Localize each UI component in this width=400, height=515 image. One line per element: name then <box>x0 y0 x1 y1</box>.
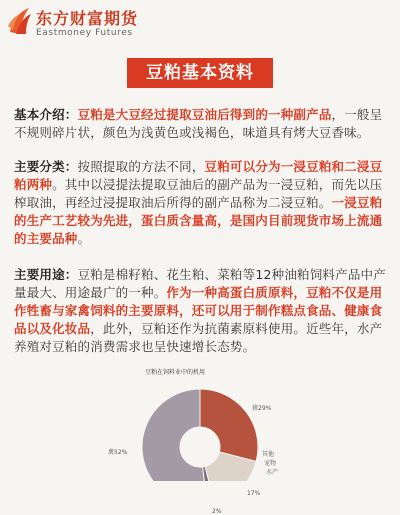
classification-highlight-1: 豆粕可以分为一浸豆粕和二浸豆粕两种 <box>14 159 383 192</box>
intro-paragraph <box>14 106 388 142</box>
pie-legend-label: 水产 <box>266 469 279 476</box>
pie-chart <box>0 357 400 515</box>
intro-highlight: 豆粕是大豆经过提取豆油后得到的一种副产品 <box>77 107 332 122</box>
pie-slice <box>142 389 207 481</box>
usage-highlight: 作为一种高蛋白质原料，豆粕不仅是用作牲畜与家禽饲料的主要原料，还可以用于制作糕点食品、健康食品以及化妆品 <box>14 285 383 336</box>
classification-paragraph <box>14 158 388 248</box>
classification-text-2: 。其中以浸提法提取豆油后的副产品为一浸豆粕，而先以压榨取油，再经过浸提取油后所得的副产品称为二浸豆粕。 <box>14 177 383 210</box>
usage-label: 主要用途： <box>14 267 78 282</box>
classification-label: 主要分类： <box>14 159 78 174</box>
usage-text-1: 豆粕是棉籽粕、花生粕、菜粕等12种油粕饲料产品中产量最大、用途最广的一种。 <box>14 267 386 300</box>
logo-icon <box>7 6 33 36</box>
intro-label: 基本介绍： <box>14 107 78 122</box>
classification-highlight-2: 一浸豆粕的生产工艺较为先进，蛋白质含量高，是国内目前现货市场上流通的主要品种 <box>14 195 383 246</box>
pie-slice <box>200 389 258 461</box>
pie-slice-label: 禽52% <box>108 449 128 456</box>
brand-name: 东方财富期货 <box>36 9 139 28</box>
intro-text: ，一般呈不规则碎片状，颜色为浅黄色或浅褐色，味道具有烤大豆香味。 <box>14 107 383 140</box>
brand-name-en: Eastmoney Futures <box>36 28 133 38</box>
pie-legend-label: 其他 <box>262 451 275 458</box>
pie-slice-label: 2% <box>212 508 222 515</box>
classification-text-3: 。 <box>77 231 91 246</box>
pie-slice-label: 猪29% <box>252 405 272 412</box>
pie-slice-label: 17% <box>247 490 261 497</box>
chart-title: 豆粕在饲料业中的机用 <box>145 369 206 376</box>
page-title: 豆粕基本资料 <box>127 58 273 88</box>
header <box>0 0 400 48</box>
usage-text-2: ，此外，豆粕还作为抗菌素原料使用。近些年，水产养殖对豆粕的消费需求也呈快速增长态势。 <box>14 321 383 354</box>
classification-text-1: 按照提取的方法不同， <box>77 159 205 174</box>
pie-legend-label: 宠物 <box>264 460 277 467</box>
usage-paragraph <box>14 266 388 356</box>
pie-chart-svg <box>0 357 400 481</box>
